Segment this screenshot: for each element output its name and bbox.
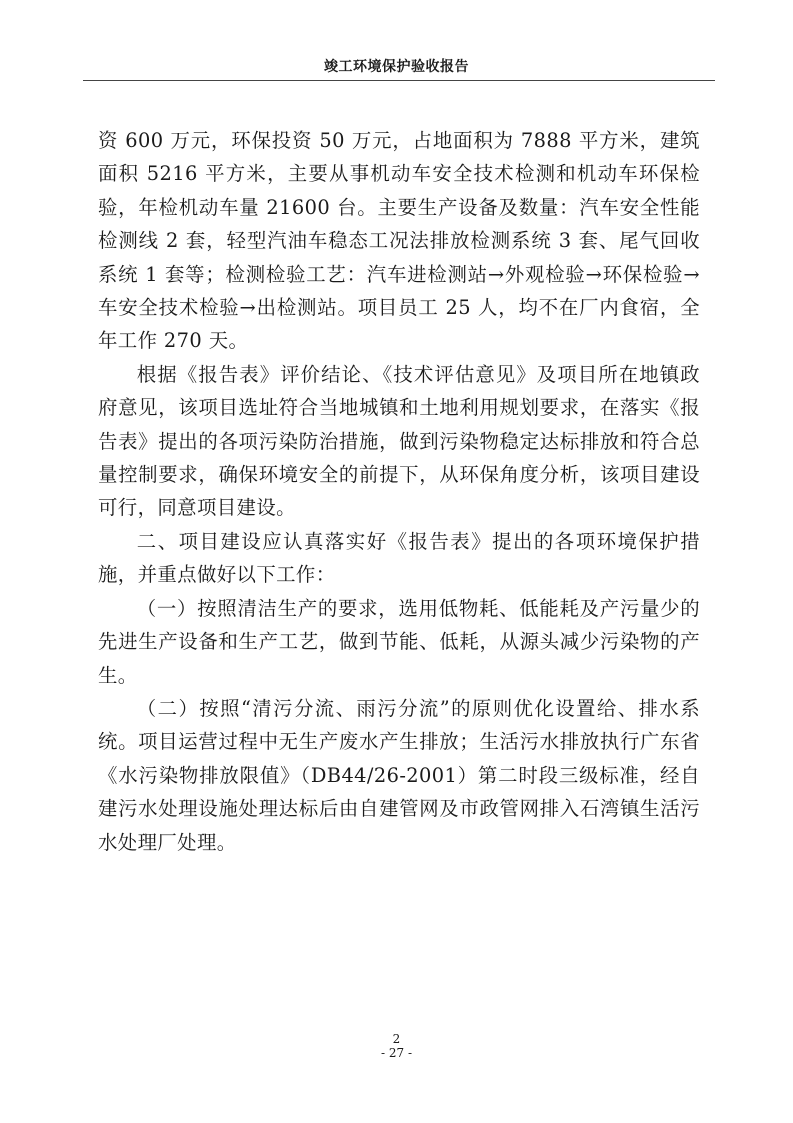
paragraph-3: 二、项目建设应认真落实好《报告表》提出的各项环境保护措施，并重点做好以下工作：	[98, 529, 700, 587]
paragraph-4: （一）按照清洁生产的要求，选用低物耗、低能耗及产污量少的先进生产设备和生产工艺，做到节能、低耗，从源头减少污染物的产生。	[98, 596, 700, 687]
paragraph-1: 资 600 万元，环保投资 50 万元，占地面积为 7888 平方米，建筑面积 5216 平方米，主要从事机动车安全技术检测和机动车环保检验，年检机动车量 21600 台。主要生产设备及数量：汽车安全性能检测线 2 套，轻型汽油车稳态工况法排放检测系统 3 套、尾气回收系统 1 套等；检测检验工艺：汽车进检测站→外观检验→环保检验→车安全技术检验→出检测站。项目员工 25 人，均不在厂内食宿，全年工作 270 天。	[98, 129, 700, 353]
paragraph-5: （二）按照“清污分流、雨污分流”的原则优化设置给、排水系统。项目运营过程中无生产废水产生排放；生活污水排放执行广东省《水污染物排放限值》（DB44/26-2001）第二时段三级标准，经自建污水处理设施处理达标后由自建管网及市政管网排入石湾镇生活污水处理厂处理。	[98, 696, 700, 854]
outer-page-number: - 27 -	[380, 1046, 412, 1060]
document-body	[98, 124, 700, 859]
page-header-title: 竣工环境保护验收报告	[324, 59, 469, 75]
header-divider	[83, 80, 715, 81]
paragraph-2: 根据《报告表》评价结论、《技术评估意见》及项目所在地镇政府意见，该项目选址符合当地城镇和土地利用规划要求，在落实《报告表》提出的各项污染防治措施，做到污染物稳定达标排放和符合总量控制要求，确保环境安全的前提下，从环保角度分析，该项目建设可行，同意项目建设。	[98, 362, 700, 520]
inner-page-number: 2	[392, 1032, 401, 1046]
